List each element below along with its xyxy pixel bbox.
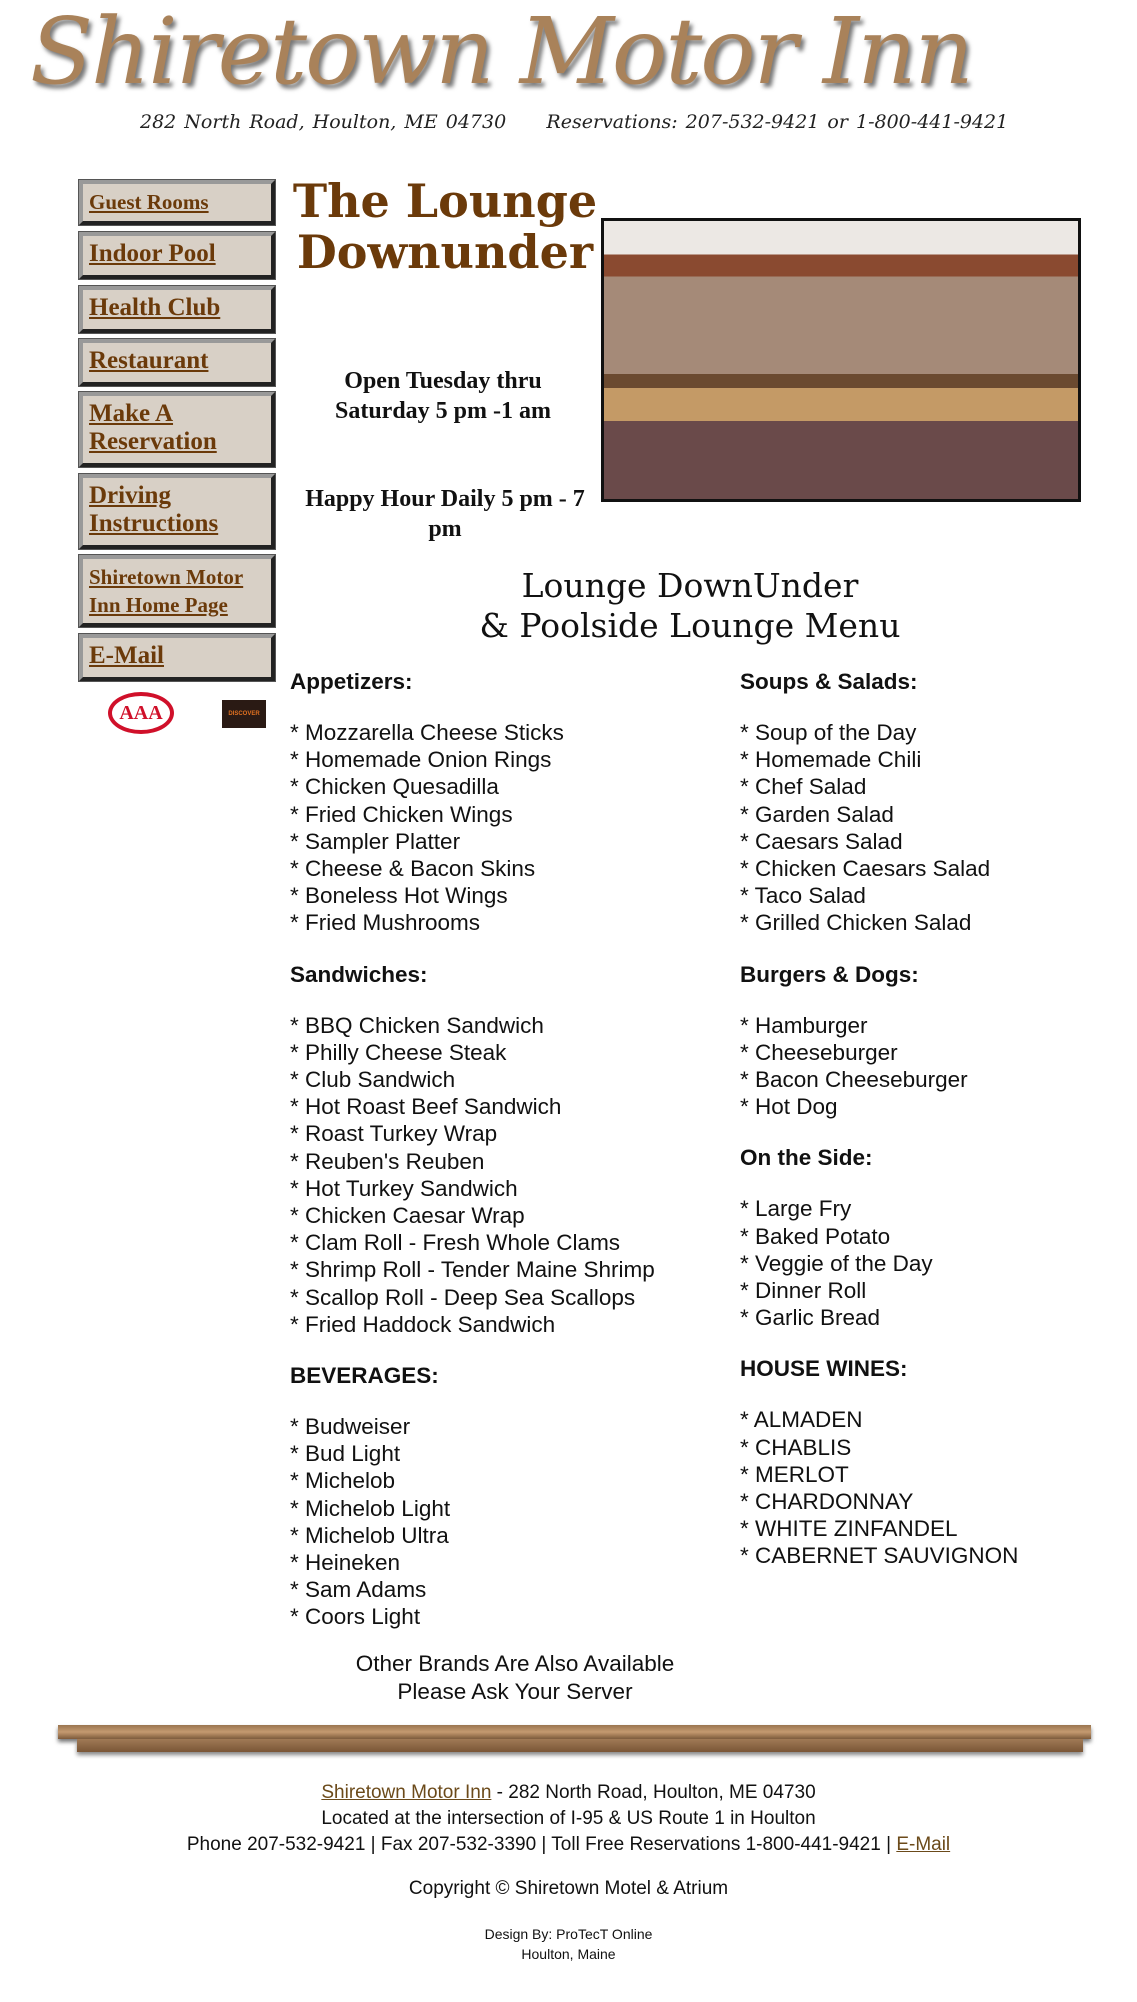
footer-email-link[interactable]: E-Mail: [896, 1834, 951, 1855]
menu-section-list: [290, 1413, 730, 1631]
menu-left-column: [290, 668, 730, 1655]
menu-section-list: [290, 1012, 730, 1338]
nav-home-page[interactable]: [79, 555, 275, 627]
menu-item: * Heineken: [290, 1550, 401, 1576]
other-line2: Please Ask Your Server: [397, 1679, 633, 1704]
other-brands-note: [290, 1650, 740, 1706]
logo-subtitle: [140, 110, 1008, 134]
menu-item: * Dinner Roll: [740, 1278, 867, 1304]
menu-item: * BBQ Chicken Sandwich: [290, 1012, 544, 1038]
menu-item: * Homemade Chili: [740, 747, 922, 773]
nav-make-reservation[interactable]: [79, 392, 275, 467]
menu-section-heading: HOUSE WINES:: [740, 1356, 908, 1382]
menu-item: * Budweiser: [290, 1414, 411, 1440]
menu-item: * Soup of the Day: [740, 720, 917, 745]
menu-section-heading: Burgers & Dogs:: [740, 961, 919, 987]
menu-item: * Chicken Caesars Salad: [740, 856, 991, 882]
nav-link[interactable]: Restaurant: [89, 347, 209, 374]
aaa-logo: AAA: [108, 692, 174, 734]
nav-email[interactable]: [79, 634, 275, 681]
menu-section-list: [740, 719, 1120, 937]
menu-item: * Homemade Onion Rings: [290, 747, 552, 773]
menu-item: * Garlic Bread: [740, 1305, 881, 1331]
nav-driving-instructions[interactable]: [79, 474, 275, 549]
other-line1: Other Brands Are Also Available: [355, 1651, 675, 1676]
menu-item: * Chicken Quesadilla: [290, 774, 499, 800]
menu-item: * Chef Salad: [740, 774, 867, 800]
menu-title: [430, 566, 950, 646]
nav-link[interactable]: E-Mail: [89, 642, 164, 669]
nav-guest-rooms[interactable]: [79, 180, 275, 225]
menu-item: * CHARDONNAY: [740, 1489, 914, 1515]
nav-link[interactable]: Health Club: [89, 294, 221, 321]
footer-home-link[interactable]: Shiretown Motor Inn: [321, 1782, 492, 1803]
menu-item: * Fried Chicken Wings: [290, 801, 513, 827]
header-address: 282 North Road, Houlton, ME 04730: [140, 111, 507, 133]
menu-item: * Michelob Ultra: [290, 1522, 449, 1548]
logo-text: Shiretown Motor Inn: [30, 0, 972, 105]
menu-item: * Chicken Caesar Wrap: [290, 1203, 525, 1229]
footer-design: Design By: ProTecT Online: [484, 1926, 653, 1942]
footer-copyright: Copyright © Shiretown Motel & Atrium: [408, 1878, 729, 1899]
menu-item: * WHITE ZINFANDEL: [740, 1516, 958, 1542]
menu-section-list: [740, 1012, 1120, 1121]
lounge-hours: Open Tuesday thru Saturday 5 pm -1 am: [334, 368, 551, 424]
nav-link[interactable]: Driving Instructions: [89, 482, 219, 537]
menu-item: * Taco Salad: [740, 883, 866, 909]
header-reservations: Reservations: 207-532-9421 or 1-800-441-9421: [546, 111, 1009, 133]
divider-shelf: [58, 1725, 1091, 1739]
menu-item: * Hot Roast Beef Sandwich: [290, 1094, 562, 1120]
menu-section-list: [740, 1195, 1120, 1331]
menu-item: * Michelob: [290, 1468, 396, 1494]
menu-item: * Reuben's Reuben: [290, 1148, 485, 1174]
menu-item: * Bud Light: [290, 1441, 401, 1467]
divider-shelf-lower: [77, 1739, 1083, 1752]
menu-section-heading: Appetizers:: [290, 669, 413, 694]
menu-item: * Caesars Salad: [740, 828, 903, 854]
footer-address: - 282 North Road, Houlton, ME 04730: [491, 1782, 816, 1803]
header-logo[interactable]: [30, 0, 1120, 140]
menu-item: * Cheeseburger: [740, 1039, 898, 1065]
menu-item: * Mozzarella Cheese Sticks: [290, 720, 564, 745]
footer-located: Located at the intersection of I-95 & US Route 1 in Houlton: [321, 1808, 816, 1829]
menu-item: * Fried Haddock Sandwich: [290, 1311, 556, 1337]
menu-item: * Fried Mushrooms: [290, 910, 481, 936]
menu-item: * Scallop Roll - Deep Sea Scallops: [290, 1284, 636, 1310]
menu-section-list: [290, 719, 730, 937]
footer: [0, 1780, 1137, 1964]
menu-item: * Boneless Hot Wings: [290, 883, 508, 909]
menu-item: * Roast Turkey Wrap: [290, 1121, 498, 1147]
menu-item: * Bacon Cheeseburger: [740, 1067, 968, 1093]
menu-item: * Veggie of the Day: [740, 1250, 933, 1276]
menu-item: * Grilled Chicken Salad: [740, 910, 972, 936]
nav-health-club[interactable]: [79, 286, 275, 333]
menu-item: * Baked Potato: [740, 1223, 891, 1249]
menu-item: * Hot Dog: [740, 1094, 838, 1120]
nav-link[interactable]: Indoor Pool: [89, 240, 216, 267]
menu-section-heading: Sandwiches:: [290, 961, 428, 987]
menu-item: * ALMADEN: [740, 1407, 863, 1433]
menu-item: * Club Sandwich: [290, 1067, 456, 1093]
menu-section-list: [740, 1406, 1120, 1569]
menu-item: * CHABLIS: [740, 1434, 852, 1460]
menu-section-heading: On the Side:: [740, 1145, 873, 1171]
menu-item: * Shrimp Roll - Tender Maine Shrimp: [290, 1257, 655, 1283]
menu-item: * Hot Turkey Sandwich: [290, 1175, 518, 1201]
menu-title-line1: Lounge DownUnder: [521, 566, 859, 605]
nav-indoor-pool[interactable]: [79, 232, 275, 279]
discover-logo: DISCOVER: [222, 700, 266, 728]
menu-item: * Sampler Platter: [290, 828, 461, 854]
nav-link[interactable]: Guest Rooms: [89, 190, 209, 214]
menu-item: * CABERNET SAUVIGNON: [740, 1543, 1019, 1569]
nav-link[interactable]: Make A Reservation: [89, 400, 217, 455]
menu-section-heading: Soups & Salads:: [740, 669, 918, 694]
menu-item: * Clam Roll - Fresh Whole Clams: [290, 1230, 621, 1256]
menu-item: * MERLOT: [740, 1461, 849, 1487]
menu-item: * Cheese & Bacon Skins: [290, 856, 536, 882]
footer-contact: Phone 207-532-9421 | Fax 207-532-3390 | Toll Free Reservations 1-800-441-9421 |: [186, 1834, 897, 1855]
lounge-title: The Lounge Downunder: [292, 174, 598, 279]
menu-item: * Garden Salad: [740, 801, 894, 827]
menu-title-line2: & Poolside Lounge Menu: [479, 606, 901, 645]
menu-item: * Coors Light: [290, 1604, 421, 1630]
menu-item: * Large Fry: [740, 1196, 852, 1222]
menu-item: * Philly Cheese Steak: [290, 1039, 507, 1065]
menu-item: * Hamburger: [740, 1012, 868, 1038]
footer-design-location: Houlton, Maine: [521, 1946, 616, 1962]
menu-item: * Michelob Light: [290, 1495, 451, 1521]
menu-section-heading: BEVERAGES:: [290, 1363, 439, 1389]
nav-link[interactable]: Shiretown Motor Inn Home Page: [89, 565, 244, 617]
menu-item: * Sam Adams: [290, 1577, 427, 1603]
happy-hour: Happy Hour Daily 5 pm - 7 pm: [305, 486, 585, 542]
bar-photo: [601, 218, 1081, 502]
menu-right-column: [740, 668, 1120, 1594]
nav-restaurant[interactable]: [79, 339, 275, 386]
